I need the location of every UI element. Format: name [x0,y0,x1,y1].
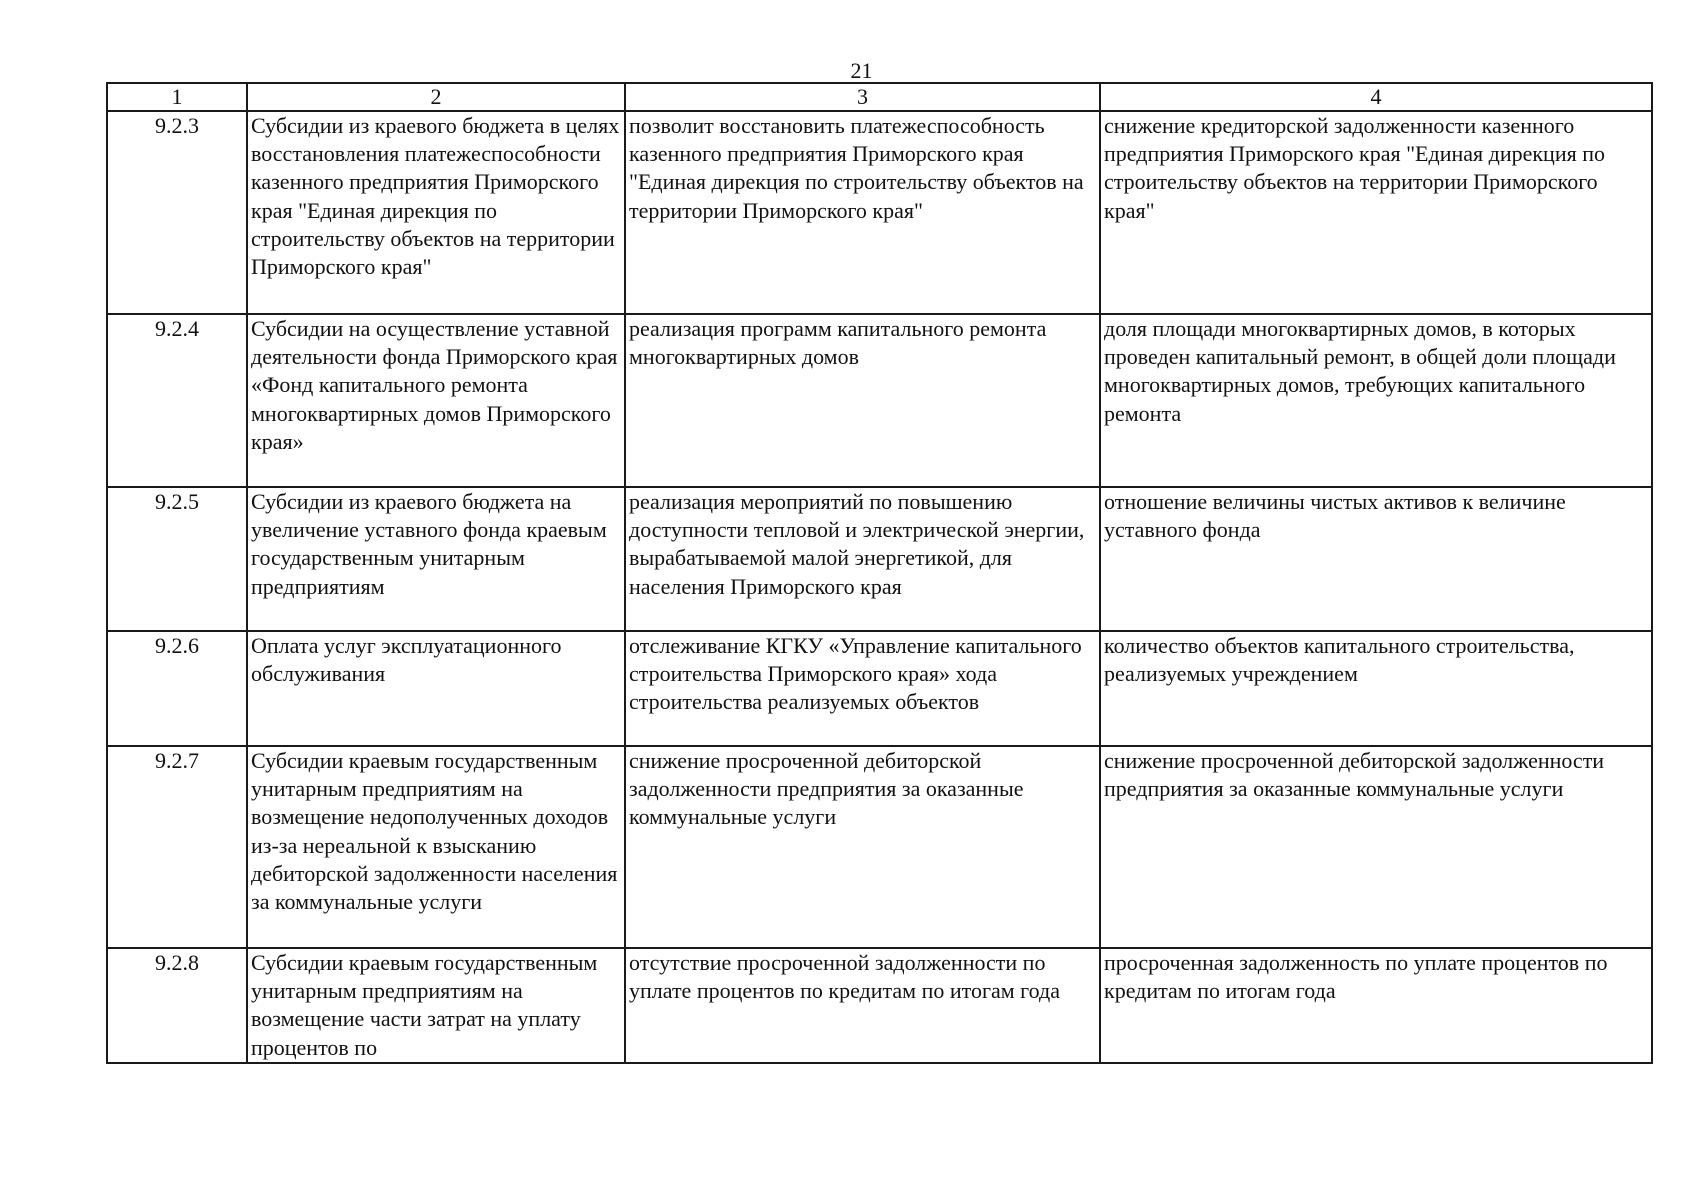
result-cell: отслеживание КГКУ «Управление капитального строительства Приморского края» хода строительства реализуемых объектов [625,631,1100,746]
indicator-cell: количество объектов капитального строительства, реализуемых учреждением [1100,631,1652,746]
activity-cell: Субсидии из краевого бюджета в целях восстановления платежеспособности казенного предприятия Приморского края "Единая дирекция по строительству объектов на территории Приморского края" [247,111,625,314]
activity-cell: Субсидии на осуществление уставной деятельности фонда Приморского края «Фонд капитального ремонта многоквартирных домов Приморского края» [247,314,625,487]
row-number: 9.2.6 [107,631,247,746]
activity-cell: Субсидии из краевого бюджета на увеличение уставного фонда краевым государственным унитарным предприятиям [247,487,625,631]
page-number: 21 [850,58,873,83]
row-number: 9.2.5 [107,487,247,631]
column-header-4: 4 [1100,83,1652,111]
indicator-cell: снижение просроченной дебиторской задолженности предприятия за оказанные коммунальные услуги [1100,746,1652,948]
result-cell: отсутствие просроченной задолженности по уплате процентов по кредитам по итогам года [625,948,1100,1063]
indicator-cell: отношение величины чистых активов к величине уставного фонда [1100,487,1652,631]
table-row [107,631,1652,746]
result-cell: реализация мероприятий по повышению доступности тепловой и электрической энергии, вырабатываемой малой энергетикой, для населения Приморского края [625,487,1100,631]
column-header-2: 2 [247,83,625,111]
table-row [107,746,1652,948]
activity-cell: Оплата услуг эксплуатационного обслуживания [247,631,625,746]
result-cell: позволит восстановить платежеспособность казенного предприятия Приморского края "Единая дирекция по строительству объектов на территории Приморского края" [625,111,1100,314]
result-cell: снижение просроченной дебиторской задолженности предприятия за оказанные коммунальные услуги [625,746,1100,948]
table-row [107,111,1652,314]
result-cell: реализация программ капитального ремонта многоквартирных домов [625,314,1100,487]
table-row [107,948,1652,1063]
indicator-cell: доля площади многоквартирных домов, в которых проведен капитальный ремонт, в общей доли площади многоквартирных домов, требующих капитального ремонта [1100,314,1652,487]
indicators-table [106,82,1653,1064]
row-number: 9.2.7 [107,746,247,948]
activity-cell: Субсидии краевым государственным унитарным предприятиям на возмещение недополученных доходов из-за нереальной к взысканию дебиторской задолженности населения за коммунальные услуги [247,746,625,948]
header-row [107,83,1652,111]
row-number: 9.2.8 [107,948,247,1063]
table-row [107,487,1652,631]
activity-cell: Субсидии краевым государственным унитарным предприятиям на возмещение части затрат на уплату процентов по [247,948,625,1063]
column-header-3: 3 [625,83,1100,111]
indicator-cell: снижение кредиторской задолженности казенного предприятия Приморского края "Единая дирекция по строительству объектов на территории Приморского края" [1100,111,1652,314]
column-header-1: 1 [107,83,247,111]
row-number: 9.2.4 [107,314,247,487]
row-number: 9.2.3 [107,111,247,314]
table-row [107,314,1652,487]
indicator-cell: просроченная задолженность по уплате процентов по кредитам по итогам года [1100,948,1652,1063]
